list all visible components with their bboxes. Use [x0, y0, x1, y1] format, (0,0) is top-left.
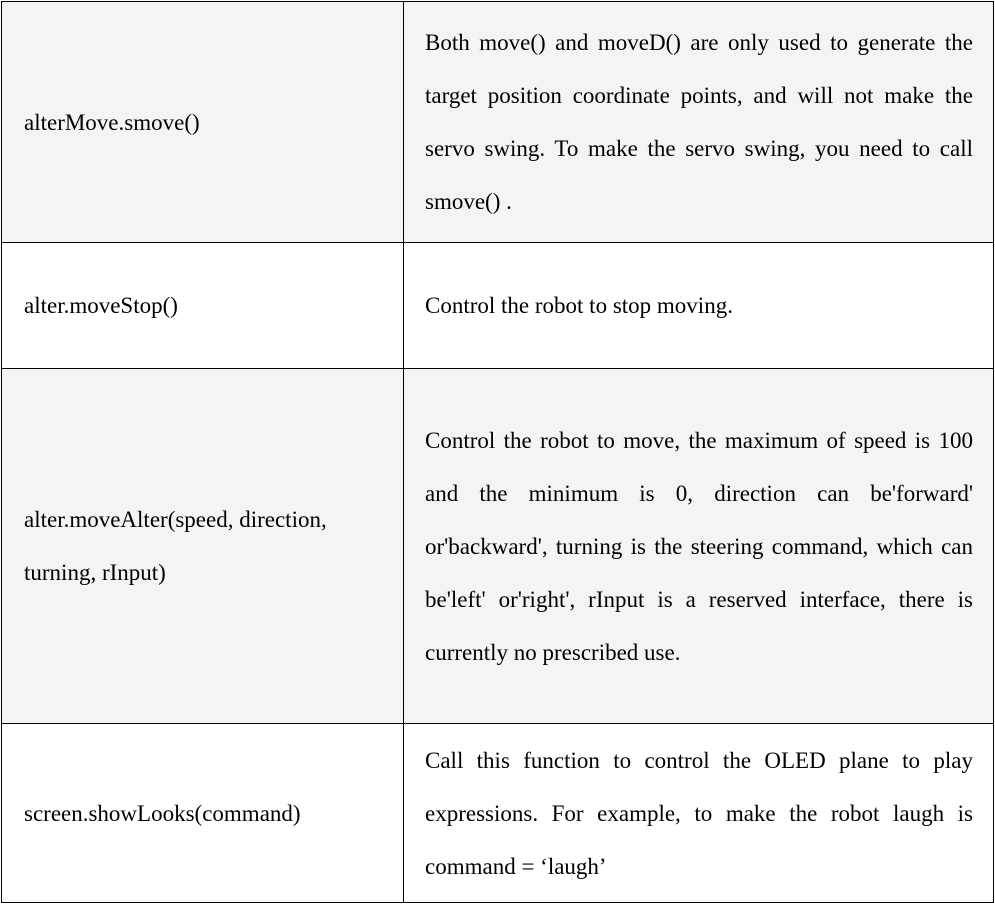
function-name-cell: alter.moveStop() — [2, 243, 404, 369]
table-row — [2, 724, 994, 903]
function-description-cell: Control the robot to move, the maximum of speed is 100 and the minimum is 0, direction can be'forward' or'backward', turning is the steering command, which can be'left' or'right', rInput is a reserved interface, there is currently no prescribed use. — [404, 369, 994, 724]
table-row — [2, 243, 994, 369]
function-name-cell: alter.moveAlter(speed, direction, turning, rInput) — [2, 369, 404, 724]
function-description-cell: Control the robot to stop moving. — [404, 243, 994, 369]
function-description-cell: Call this function to control the OLED plane to play expressions. For example, to make the robot laugh is command = ‘laugh’ — [404, 724, 994, 903]
api-function-table — [1, 1, 994, 903]
table-row — [2, 369, 994, 724]
table-row — [2, 2, 994, 243]
function-name-cell: screen.showLooks(command) — [2, 724, 404, 903]
function-name-cell: alterMove.smove() — [2, 2, 404, 243]
function-description-cell: Both move() and moveD() are only used to generate the target position coordinate points, and will not make the servo swing. To make the servo swing, you need to call smove() . — [404, 2, 994, 243]
